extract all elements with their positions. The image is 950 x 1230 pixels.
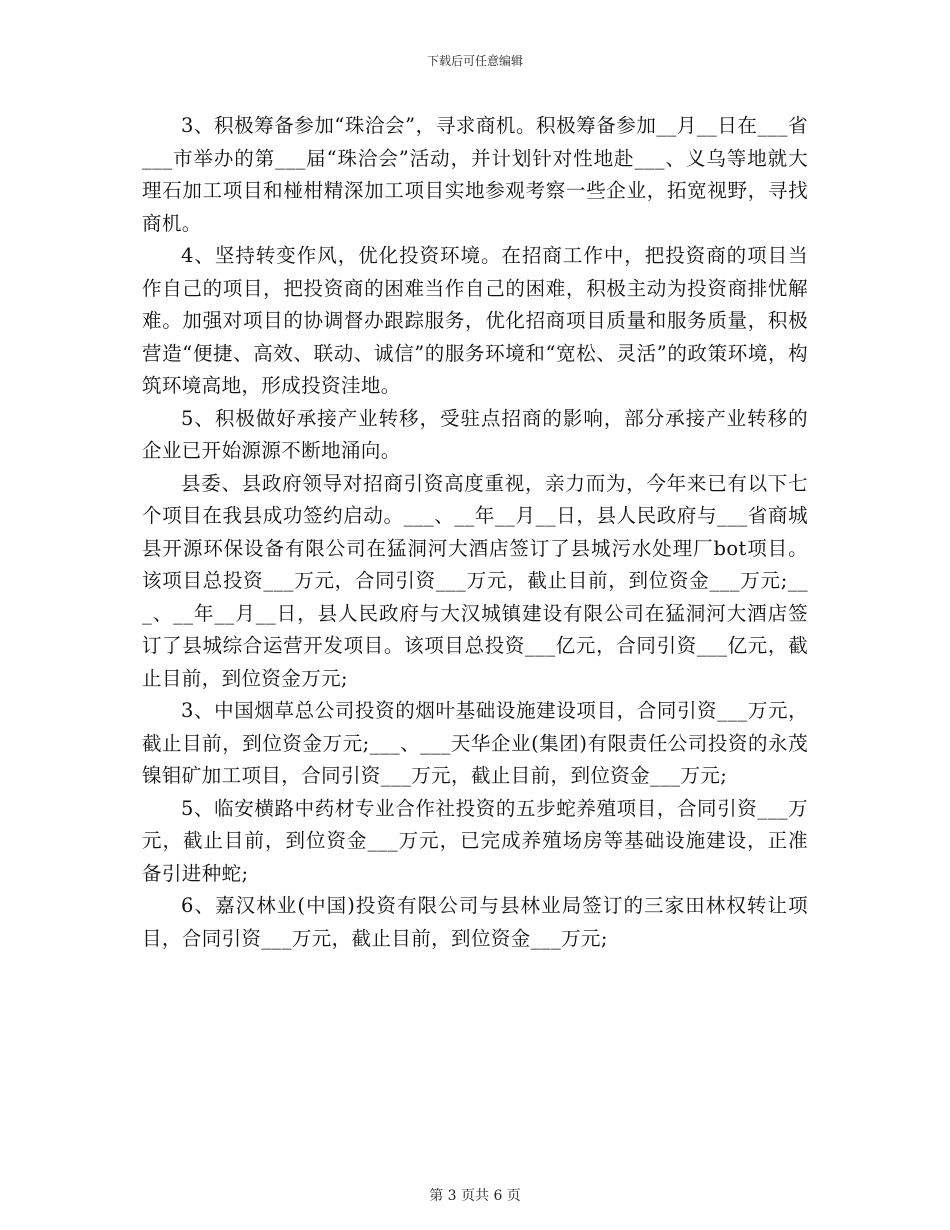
page-footer: 第 3 页共 6 页 <box>429 1188 521 1204</box>
paragraph-6: 5、临安横路中药材专业合作社投资的五步蛇养殖项目，合同引资___万元，截止目前，到位资金___万元，已完成养殖场房等基础设施建设，正准备引进种蛇; <box>142 796 808 885</box>
paragraph-7: 6、嘉汉林业(中国)投资有限公司与县林业局签订的三家田林权转让项目，合同引资___万元，截止目前，到位资金___万元; <box>142 894 808 950</box>
paragraph-3: 5、积极做好承接产业转移，受驻点招商的影响，部分承接产业转移的企业已开始源源不断地涌向。 <box>142 406 808 462</box>
paragraph-1: 3、积极筹备参加“珠洽会”，寻求商机。积极筹备参加__月__日在___省___市举办的第___届“珠洽会”活动，并计划针对性地赴___、义乌等地就大理石加工项目和椪柑精深加工项目实地参观考察一些企业，拓宽视野，寻找商机。 <box>142 114 808 235</box>
paragraph-4: 县委、县政府领导对招商引资高度重视，亲力而为，今年来已有以下七个项目在我县成功签约启动。___、__年__月__日，县人民政府与___省商城县开源环保设备有限公司在猛洞河大酒店签订了县城污水处理厂bot项目。该项目总投资___万元，合同引资___万元，截止目前，到位资金___万元;___、__年__月__日，县人民政府与大汉城镇建设有限公司在猛洞河大酒店签订了县城综合运营开发项目。该项目总投资___亿元，合同引资___亿元，截止目前，到位资金万元; <box>142 471 808 690</box>
paragraph-5: 3、中国烟草总公司投资的烟叶基础设施建设项目，合同引资___万元，截止目前，到位资金万元;___、___天华企业(集团)有限责任公司投资的永茂镍钼矿加工项目，合同引资___万元，截止目前，到位资金___万元; <box>142 699 808 787</box>
document-body <box>142 110 808 955</box>
paragraph-2: 4、坚持转变作风，优化投资环境。在招商工作中，把投资商的项目当作自己的项目，把投资商的困难当作自己的困难，积极主动为投资商排忧解难。加强对项目的协调督办跟踪服务，优化招商项目质量和服务质量，积极营造“便捷、高效、联动、诚信”的服务环境和“宽松、灵活”的政策环境，构筑环境高地，形成投资洼地。 <box>142 244 808 397</box>
page-header: 下载后可任意编辑 <box>426 54 523 68</box>
